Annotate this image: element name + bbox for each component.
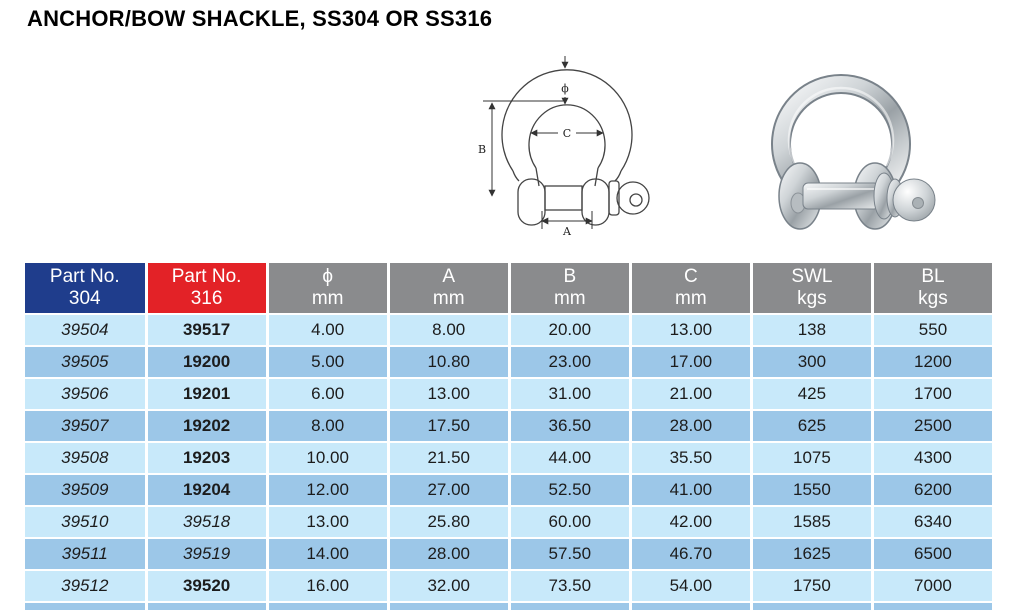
shackle-outline bbox=[502, 70, 649, 225]
header-line2: 304 bbox=[68, 288, 101, 309]
cell-a-mm: 17.50 bbox=[388, 410, 509, 442]
cell-b-mm: 60.00 bbox=[509, 506, 630, 538]
table-row bbox=[25, 442, 994, 474]
cell-part-no-316: 39517 bbox=[146, 314, 267, 346]
cell-c-mm: 17.00 bbox=[630, 346, 751, 378]
cell-phi-mm: 8.00 bbox=[267, 410, 388, 442]
cell-phi-mm bbox=[267, 602, 388, 610]
cell-bl-kgs: 6200 bbox=[872, 474, 993, 506]
col-header-swl-kgs bbox=[751, 263, 872, 314]
col-header-part-no-316 bbox=[146, 263, 267, 314]
shackle-dimension-diagram bbox=[470, 53, 670, 245]
cell-b-mm: 31.00 bbox=[509, 378, 630, 410]
cell-phi-mm: 14.00 bbox=[267, 538, 388, 570]
shackle-body bbox=[779, 84, 935, 229]
cell-part-no-316: 39519 bbox=[146, 538, 267, 570]
cell-part-no-304: 39507 bbox=[25, 410, 146, 442]
cell-c-mm: 13.00 bbox=[630, 314, 751, 346]
table-row bbox=[25, 538, 994, 570]
header-line1: Part No. bbox=[171, 266, 242, 287]
cell-c-mm: 21.00 bbox=[630, 378, 751, 410]
header-line1: C bbox=[683, 266, 698, 287]
cell-a-mm: 28.00 bbox=[388, 538, 509, 570]
cell-bl-kgs bbox=[872, 602, 993, 610]
cell-bl-kgs: 4300 bbox=[872, 442, 993, 474]
cell-part-no-304: 39509 bbox=[25, 474, 146, 506]
cell-part-no-316: 19201 bbox=[146, 378, 267, 410]
cell-part-no-304: 39508 bbox=[25, 442, 146, 474]
cell-bl-kgs: 550 bbox=[872, 314, 993, 346]
cell-swl-kgs: 138 bbox=[751, 314, 872, 346]
cell-phi-mm: 16.00 bbox=[267, 570, 388, 602]
cell-b-mm: 23.00 bbox=[509, 346, 630, 378]
cell-b-mm: 52.50 bbox=[509, 474, 630, 506]
cell-b-mm bbox=[509, 602, 630, 610]
cell-part-no-304: 39506 bbox=[25, 378, 146, 410]
cell-bl-kgs: 1700 bbox=[872, 378, 993, 410]
cell-part-no-304: 39511 bbox=[25, 538, 146, 570]
dim-label-a: A bbox=[563, 225, 571, 238]
cell-phi-mm: 5.00 bbox=[267, 346, 388, 378]
header-line2: mm bbox=[675, 288, 707, 309]
cell-c-mm: 42.00 bbox=[630, 506, 751, 538]
table-row-partial bbox=[25, 602, 994, 610]
cell-swl-kgs: 300 bbox=[751, 346, 872, 378]
cell-a-mm bbox=[388, 602, 509, 610]
cell-phi-mm: 10.00 bbox=[267, 442, 388, 474]
cell-part-no-316: 19200 bbox=[146, 346, 267, 378]
spec-table bbox=[25, 263, 995, 610]
cell-bl-kgs: 6500 bbox=[872, 538, 993, 570]
header-row bbox=[25, 263, 994, 314]
cell-swl-kgs: 1625 bbox=[751, 538, 872, 570]
cell-a-mm: 21.50 bbox=[388, 442, 509, 474]
cell-part-no-316: 19202 bbox=[146, 410, 267, 442]
col-header-a-mm bbox=[388, 263, 509, 314]
table-row bbox=[25, 506, 994, 538]
header-line1: B bbox=[563, 266, 577, 287]
cell-part-no-316: 19203 bbox=[146, 442, 267, 474]
cell-part-no-304: 39504 bbox=[25, 314, 146, 346]
col-header-b-mm bbox=[509, 263, 630, 314]
col-header-phi-mm bbox=[267, 263, 388, 314]
cell-a-mm: 25.80 bbox=[388, 506, 509, 538]
cell-phi-mm: 12.00 bbox=[267, 474, 388, 506]
dimension-lines bbox=[483, 56, 603, 229]
cell-phi-mm: 13.00 bbox=[267, 506, 388, 538]
cell-a-mm: 8.00 bbox=[388, 314, 509, 346]
table-row bbox=[25, 346, 994, 378]
cell-swl-kgs: 1550 bbox=[751, 474, 872, 506]
cell-bl-kgs: 6340 bbox=[872, 506, 993, 538]
dim-label-b: B bbox=[477, 143, 487, 156]
header-line1: ϕ bbox=[322, 266, 333, 287]
table-row bbox=[25, 314, 994, 346]
col-header-part-no-304 bbox=[25, 263, 146, 314]
cell-a-mm: 27.00 bbox=[388, 474, 509, 506]
cell-swl-kgs bbox=[751, 602, 872, 610]
cell-part-no-304 bbox=[25, 602, 146, 610]
cell-swl-kgs: 1075 bbox=[751, 442, 872, 474]
cell-phi-mm: 6.00 bbox=[267, 378, 388, 410]
header-line1: SWL bbox=[791, 266, 833, 287]
cell-a-mm: 32.00 bbox=[388, 570, 509, 602]
cell-c-mm: 41.00 bbox=[630, 474, 751, 506]
header-line2: 316 bbox=[190, 288, 223, 309]
table-row bbox=[25, 474, 994, 506]
dim-label-c: C bbox=[562, 127, 572, 140]
cell-part-no-316: 39520 bbox=[146, 570, 267, 602]
cell-c-mm: 54.00 bbox=[630, 570, 751, 602]
col-header-bl-kgs bbox=[872, 263, 993, 314]
cell-phi-mm: 4.00 bbox=[267, 314, 388, 346]
cell-c-mm bbox=[630, 602, 751, 610]
cell-swl-kgs: 1585 bbox=[751, 506, 872, 538]
header-line2: kgs bbox=[918, 288, 948, 309]
cell-part-no-304: 39512 bbox=[25, 570, 146, 602]
cell-bl-kgs: 2500 bbox=[872, 410, 993, 442]
cell-b-mm: 36.50 bbox=[509, 410, 630, 442]
col-header-c-mm bbox=[630, 263, 751, 314]
header-line2: mm bbox=[432, 288, 465, 309]
cell-b-mm: 44.00 bbox=[509, 442, 630, 474]
cell-bl-kgs: 7000 bbox=[872, 570, 993, 602]
cell-b-mm: 73.50 bbox=[509, 570, 630, 602]
header-line2: mm bbox=[311, 288, 344, 309]
cell-swl-kgs: 1750 bbox=[751, 570, 872, 602]
table-row bbox=[25, 570, 994, 602]
dim-label-phi: ϕ bbox=[561, 82, 569, 95]
cell-swl-kgs: 625 bbox=[751, 410, 872, 442]
cell-c-mm: 28.00 bbox=[630, 410, 751, 442]
cell-a-mm: 10.80 bbox=[388, 346, 509, 378]
cell-part-no-316: 39518 bbox=[146, 506, 267, 538]
cell-a-mm: 13.00 bbox=[388, 378, 509, 410]
header-line1: A bbox=[442, 266, 456, 287]
header-line2: mm bbox=[553, 288, 586, 309]
cell-bl-kgs: 1200 bbox=[872, 346, 993, 378]
cell-swl-kgs: 425 bbox=[751, 378, 872, 410]
cell-part-no-316: 19204 bbox=[146, 474, 267, 506]
shackle-product-photo bbox=[743, 56, 945, 238]
cell-b-mm: 20.00 bbox=[509, 314, 630, 346]
cell-c-mm: 46.70 bbox=[630, 538, 751, 570]
header-line1: BL bbox=[921, 266, 945, 287]
header-line1: Part No. bbox=[49, 266, 120, 287]
cell-c-mm: 35.50 bbox=[630, 442, 751, 474]
cell-part-no-304: 39510 bbox=[25, 506, 146, 538]
cell-b-mm: 57.50 bbox=[509, 538, 630, 570]
cell-part-no-316 bbox=[146, 602, 267, 610]
header-line2: kgs bbox=[797, 288, 827, 309]
table-row bbox=[25, 410, 994, 442]
page-title: ANCHOR/BOW SHACKLE, SS304 OR SS316 bbox=[27, 6, 493, 31]
table-row bbox=[25, 378, 994, 410]
cell-part-no-304: 39505 bbox=[25, 346, 146, 378]
